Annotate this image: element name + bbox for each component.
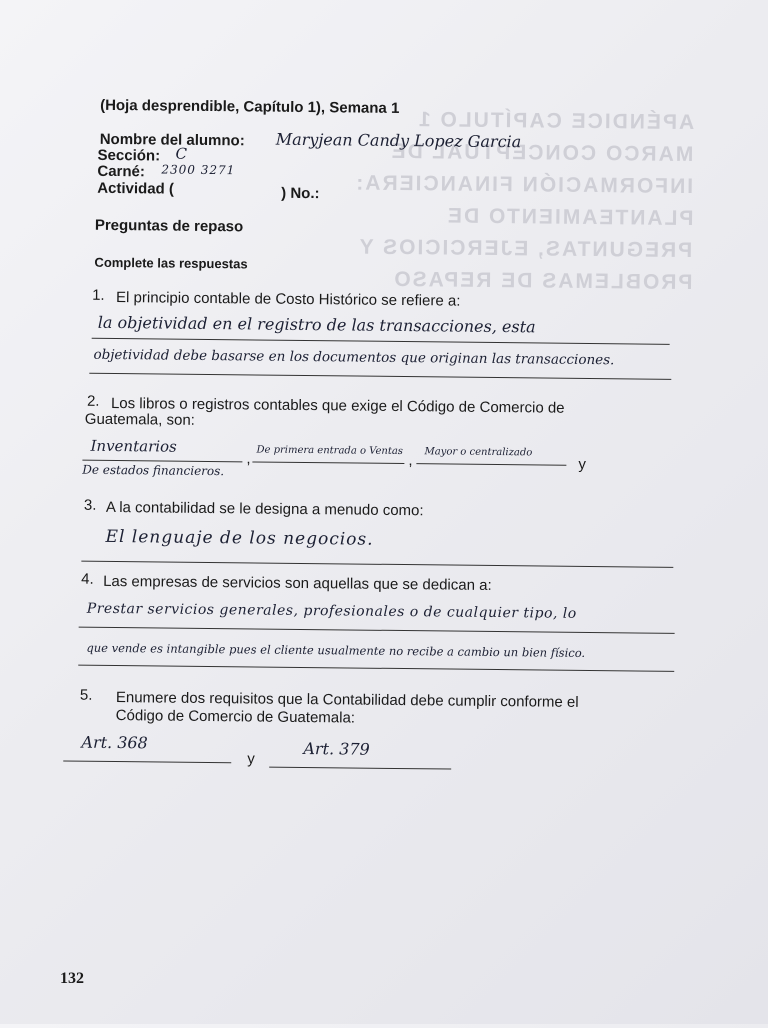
question-number: 4.: [81, 570, 94, 588]
section-value: C: [175, 144, 188, 163]
page-number: 132: [60, 970, 84, 987]
question-number: 5.: [79, 686, 93, 704]
answer-text: Inventarios: [90, 436, 177, 456]
question-number: 1.: [92, 286, 105, 304]
answer-text: Art. 368: [81, 732, 148, 753]
question-text: Las empresas de servicios son aquellas que se dedican a:: [103, 572, 492, 594]
activity-label: Actividad (: [97, 179, 175, 198]
answer-text: la objetividad en el registro de las transacciones, esta: [97, 312, 536, 337]
separator: ,: [408, 452, 413, 470]
answer-text: Mayor o centralizado: [424, 446, 533, 459]
ghost-heading-line: INFORMACIÓN FINANCIERA:: [354, 171, 694, 199]
section-subtitle: Complete las respuestas: [94, 254, 248, 272]
question-number: 2.: [86, 392, 100, 410]
activity-number-label: ) No.:: [281, 184, 320, 203]
ghost-heading-line: APÉNDICE CAPÍTULO 1: [416, 108, 695, 135]
question-number: 3.: [83, 496, 97, 514]
answer-text: Art. 379: [303, 739, 370, 759]
ghost-heading-line: PLANTEAMIENTO DE: [445, 204, 694, 231]
answer-line: [252, 461, 404, 464]
conjunction: y: [247, 750, 255, 768]
section-label: Sección:: [97, 146, 161, 165]
question-text: El principio contable de Costo Histórico se refiere a:: [116, 289, 461, 310]
question-text: Enumere dos requisitos que la Contabilidad debe cumplir conforme el: [115, 689, 579, 711]
answer-text: De primera entrada o Ventas: [256, 444, 404, 458]
student-name-label: Nombre del alumno:: [99, 130, 245, 150]
answer-line: [92, 338, 670, 345]
question-text: A la contabilidad se le designa a menudo como:: [105, 498, 424, 520]
carne-value: 2300 3271: [161, 162, 236, 178]
answer-text: que vende es intangible pues el cliente usualmente no recibe a cambio un bien físico.: [86, 640, 586, 660]
conjunction: y: [578, 455, 586, 473]
answer-line: [79, 627, 675, 634]
separator: ,: [246, 450, 251, 468]
student-name-value: Maryjean Candy Lopez Garcia: [275, 129, 522, 152]
ghost-heading-line: PROBLEMAS DE REPASO: [392, 267, 693, 295]
answer-line: [89, 373, 671, 380]
answer-text: De estados financieros.: [82, 462, 225, 479]
answer-text: Prestar servicios generales, profesionales o de cualquier tipo, lo: [86, 600, 577, 622]
question-text: Código de Comercio de Guatemala:: [115, 707, 356, 727]
sheet-title: (Hoja desprendible, Capítulo 1), Semana 1: [100, 96, 400, 117]
answer-line: [269, 767, 451, 770]
question-text: Guatemala, son:: [84, 410, 195, 429]
carne-label: Carné:: [97, 162, 146, 181]
ghost-heading-line: PREGUNTAS, EJERCICIOS Y: [357, 235, 693, 263]
answer-line: [78, 665, 674, 672]
answer-text: El lenguaje de los negocios.: [105, 526, 374, 550]
answer-line: [416, 463, 566, 466]
answer-text: objetividad debe basarse en los documentos que originan las transacciones.: [93, 346, 615, 369]
answer-line: [81, 561, 673, 568]
ghost-heading-line: MARCO CONCEPTUAL DE: [389, 139, 694, 167]
section-title: Preguntas de repaso: [94, 216, 244, 236]
answer-line: [63, 760, 231, 763]
question-text: Los libros o registros contables que exige el Código de Comercio de: [110, 394, 565, 417]
